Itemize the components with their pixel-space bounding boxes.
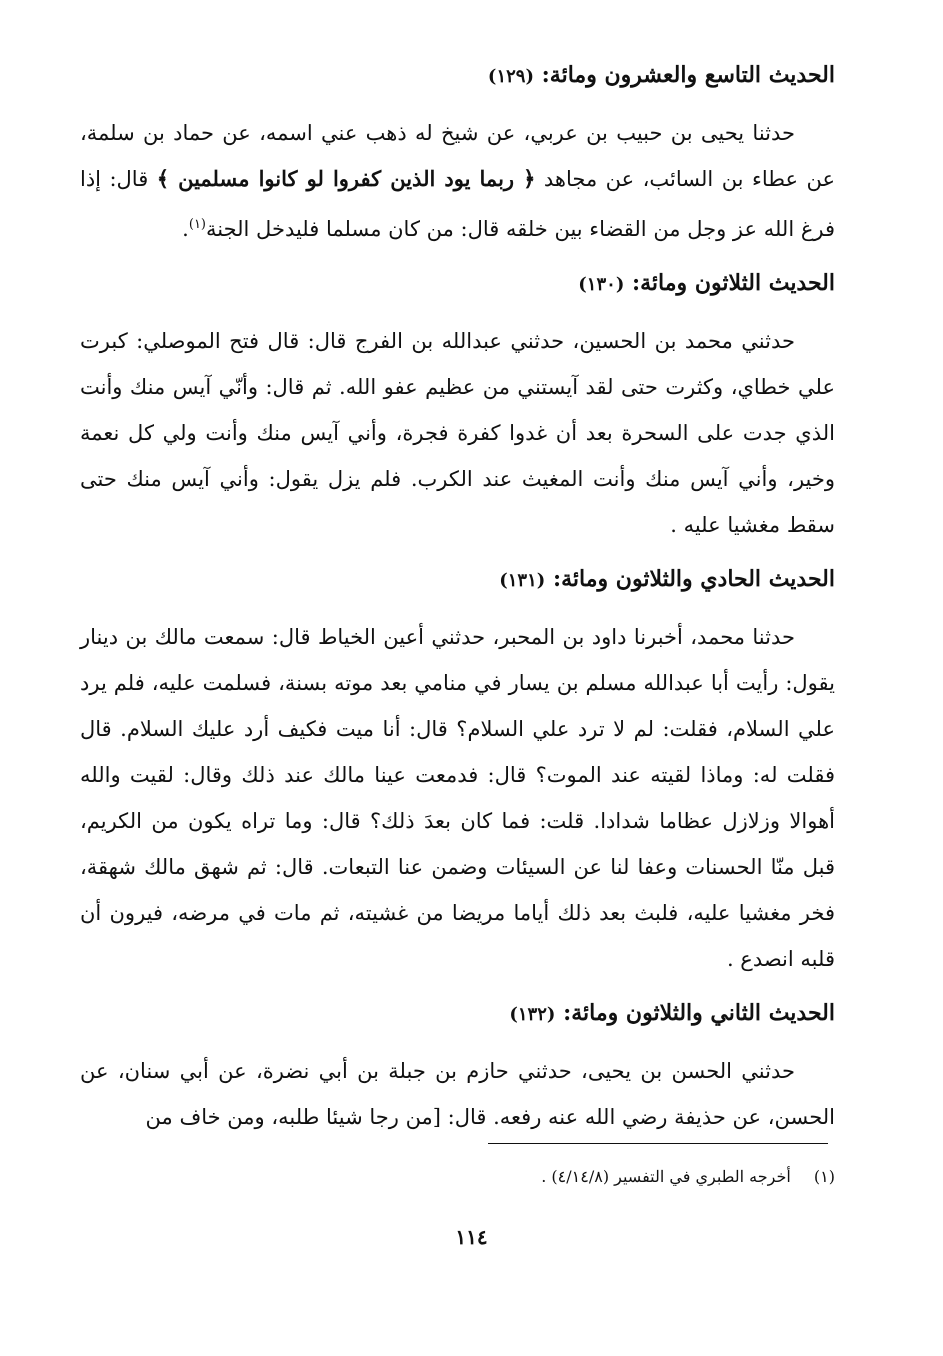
heading-title: الحديث الحادي والثلاثون ومائة: <box>552 566 835 592</box>
hadith-text-131: حدثنا محمد، أخبرنا داود بن المحبر، حدثني أعين الخياط قال: سمعت مالك بن دينار يقول: رأيت أبا عبدالله مسلم بن يسار في منامي بعد موته بسنة، فسلمت عليه، فلم يرد علي السلام، فقلت: لم لا ترد علي السلام؟ قال: أنا ميت فكيف أرد عليك السلام. قال فقلت له: وماذا لقيته عند الموت؟ قال: فدمعت عينا مالك عند ذلك وقال: لقيت والله أهوالا وزلازل عظاما شدادا. قلت: فما كان بعدَ ذلك؟ قال: وما تراه يكون من الكريم، قبل منّا الحسنات وعفا لنا عن السيئات وضمن عنا التبعات. قال: ثم شهق مالك شهقة، فخر مغشيا عليه، فلبث بعد ذلك أياما مريضا من غشيته، ثم مات في مرضه، فيرون أن قلبه انصدع . <box>80 625 835 971</box>
hadith-text-132: حدثني الحسن بن يحيى، حدثني حازم بن جبلة بن أبي نضرة، عن أبي سنان، عن الحسن، عن حذيفة رضي الله عنه رفعه. قال: [من رجا شيئا طلبه، ومن خاف من <box>80 1059 835 1129</box>
page-body <box>80 60 835 1140</box>
heading-number: (١٢٩) <box>487 66 534 87</box>
hadith-heading-132 <box>80 998 835 1030</box>
footnote-divider <box>488 1143 828 1144</box>
heading-number: (١٣٢) <box>509 1004 556 1025</box>
heading-title: الحديث التاسع والعشرون ومائة: <box>541 62 835 88</box>
heading-number: (١٣١) <box>499 570 546 591</box>
footnote-marker: (١) <box>188 217 206 232</box>
hadith-heading-129 <box>80 60 835 92</box>
hadith-heading-131 <box>80 564 835 596</box>
footnote <box>335 1165 835 1189</box>
text-part: قال: إذا فرغ الله عز وجل من القضاء بين خلقه قال: من كان مسلما فليدخل الجنة <box>80 167 835 241</box>
hadith-text-130: حدثني محمد بن الحسين، حدثني عبدالله بن الفرج قال: قال فتح الموصلي: كبرت علي خطاي، وكثرت حتى لقد آيستني من عظيم عفو الله. ثم قال: وأنّي آيس منك وأنت الذي جدت على السحرة بعد أن غدوا كفرة فجرة، وأني آيس منك وأنت ولي كل نعمة وخير، وأني آيس منك وأنت المغيث عند الكرب. فلم يزل يقول: وأني آيس منك حتى سقط مغشيا عليه . <box>80 329 835 537</box>
page-number: ١١٤ <box>455 1225 488 1249</box>
heading-title: الحديث الثاني والثلاثون ومائة: <box>563 1000 835 1026</box>
hadith-text-129 <box>80 110 835 252</box>
quran-verse: ﴿ ربما يود الذين كفروا لو كانوا مسلمين ﴾ <box>156 166 536 191</box>
footnote-text: أخرجه الطبري في التفسير (٤/١٤/٨) . <box>541 1167 791 1186</box>
footnote-number: (١) <box>813 1167 835 1186</box>
heading-title: الحديث الثلاثون ومائة: <box>632 270 835 296</box>
text-part: حدثنا يحيى بن حبيب بن عربي، عن شيخ له ذهب عني اسمه، عن حماد بن سلمة، عن عطاء بن السائب، عن مجاهد <box>80 121 835 191</box>
text-part: . <box>182 217 189 241</box>
heading-number: (١٣٠) <box>578 274 625 295</box>
hadith-heading-130 <box>80 268 835 300</box>
